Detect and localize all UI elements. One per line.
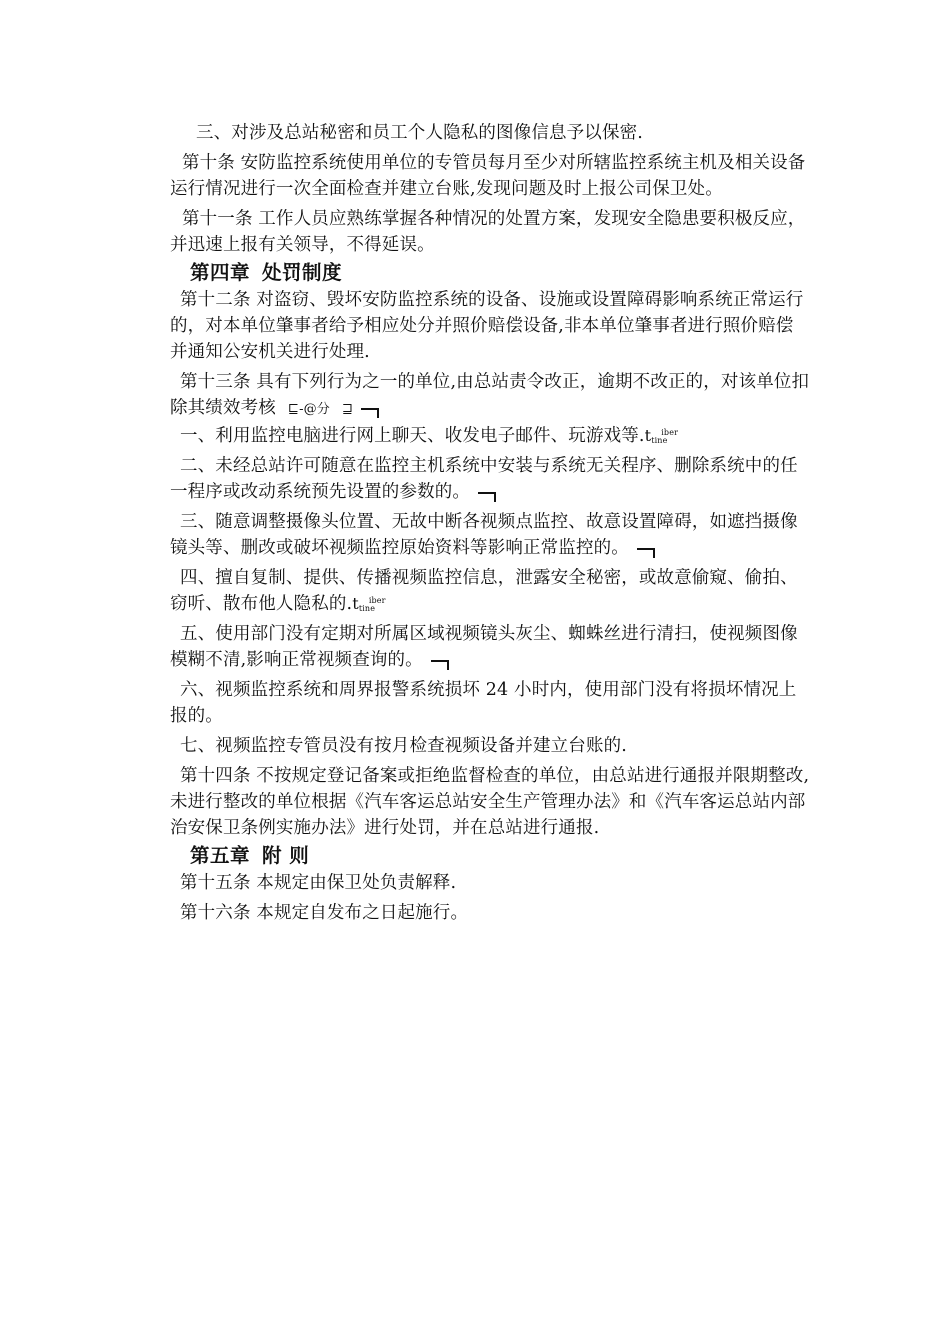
paragraph-article-13 xyxy=(170,369,810,423)
paragraph-article-11 xyxy=(170,206,810,258)
bracket-mark-icon xyxy=(637,548,655,558)
paragraph-text: 三、随意调整摄像头位置、无故中断各视频点监控、故意设置障碍，如遮挡摄像镜头等、删改或破坏视频监控原始资料等影响正常监控的。 xyxy=(170,512,798,558)
paragraph-confidentiality xyxy=(182,120,810,146)
paragraph-text: 第十一条 工作人员应熟练掌握各种情况的处置方案，发现安全隐患要积极反应，并迅速上报有关领导，不得延误。 xyxy=(170,209,806,255)
chapter-title: 附 则 xyxy=(262,844,310,867)
paragraph-text: 第十三条 具有下列行为之一的单位,由总站责令改正，逾期不改正的，对该单位扣除其绩效考核 xyxy=(170,372,810,418)
bracket-mark-icon xyxy=(361,408,379,418)
ocr-mark-stack xyxy=(651,429,678,445)
score-mark-end-icon: ⊒ xyxy=(341,402,354,417)
chapter-number: 第五章 xyxy=(190,844,251,867)
score-mark-icon: ⊑ xyxy=(287,402,300,417)
paragraph-item-3 xyxy=(170,509,810,561)
paragraph-article-12 xyxy=(170,287,810,365)
ocr-mark-top: iber xyxy=(368,595,386,605)
ocr-mark-top: iber xyxy=(661,427,679,437)
paragraph-text: 第十四条 不按规定登记备案或拒绝监督检查的单位，由总站进行通报并限期整改,未进行整改的单位根据《汽车客运总站安全生产管理办法》和《汽车客运总站内部治安保卫条例实施办法》进行处罚，并在总站进行通报. xyxy=(170,766,810,838)
paragraph-item-7 xyxy=(170,733,810,759)
bracket-mark-icon xyxy=(478,492,496,502)
paragraph-item-5 xyxy=(170,621,810,673)
paragraph-item-2 xyxy=(170,453,810,505)
paragraph-text: 第十二条 对盗窃、毁坏安防监控系统的设备、设施或设置障碍影响系统正常运行的，对本单位肇事者给予相应处分并照价赔偿设备,非本单位肇事者进行照价赔偿并通知公安机关进行处理. xyxy=(170,290,804,362)
ocr-mark: t xyxy=(644,426,652,445)
paragraph-text: 一、利用监控电脑进行网上聊天、收发电子邮件、玩游戏等. xyxy=(180,426,645,446)
score-mark: -@分 xyxy=(299,402,330,417)
paragraph-item-6 xyxy=(170,677,810,729)
paragraph-text: 四、擅自复制、提供、传播视频监控信息，泄露安全秘密，或故意偷窥、偷拍、窃听、散布他人隐私的. xyxy=(170,568,798,614)
chapter-4-heading xyxy=(170,259,810,287)
chapter-number: 第四章 xyxy=(190,261,251,284)
ocr-mark-bottom: tine xyxy=(651,435,668,445)
ocr-mark-bottom: tine xyxy=(358,603,376,613)
chapter-title: 处罚制度 xyxy=(262,261,343,284)
paragraph-text: 六、视频监控系统和周界报警系统损坏 24 小时内，使用部门没有将损坏情况上报的。 xyxy=(170,680,797,726)
paragraph-article-15 xyxy=(170,870,810,896)
ocr-mark-stack xyxy=(359,597,386,613)
bracket-mark-icon xyxy=(431,660,449,670)
paragraph-article-10 xyxy=(170,150,810,202)
paragraph-text: 第十六条 本规定自发布之日起施行。 xyxy=(180,903,469,923)
paragraph-text: 二、未经总站许可随意在监控主机系统中安装与系统无关程序、删除系统中的任一程序或改动系统预先设置的参数的。 xyxy=(170,456,798,502)
paragraph-item-1 xyxy=(170,423,810,449)
paragraph-text: 七、视频监控专管员没有按月检查视频设备并建立台账的. xyxy=(180,736,627,756)
paragraph-article-14 xyxy=(170,763,810,841)
paragraph-article-16 xyxy=(170,900,810,926)
document-page xyxy=(170,120,810,926)
paragraph-text: 五、使用部门没有定期对所属区域视频镜头灰尘、蜘蛛丝进行清扫，使视频图像模糊不清,影响正常视频查询的。 xyxy=(170,624,798,670)
paragraph-text: 第十五条 本规定由保卫处负责解释. xyxy=(180,873,457,893)
paragraph-text: 第十条 安防监控系统使用单位的专管员每月至少对所辖监控系统主机及相关设备运行情况进行一次全面检查并建立台账,发现问题及时上报公司保卫处。 xyxy=(170,153,806,199)
chapter-5-heading xyxy=(170,842,810,870)
ocr-mark: t xyxy=(352,594,359,613)
paragraph-item-4 xyxy=(170,565,810,617)
paragraph-text: 三、对涉及总站秘密和员工个人隐私的图像信息予以保密. xyxy=(196,123,643,143)
